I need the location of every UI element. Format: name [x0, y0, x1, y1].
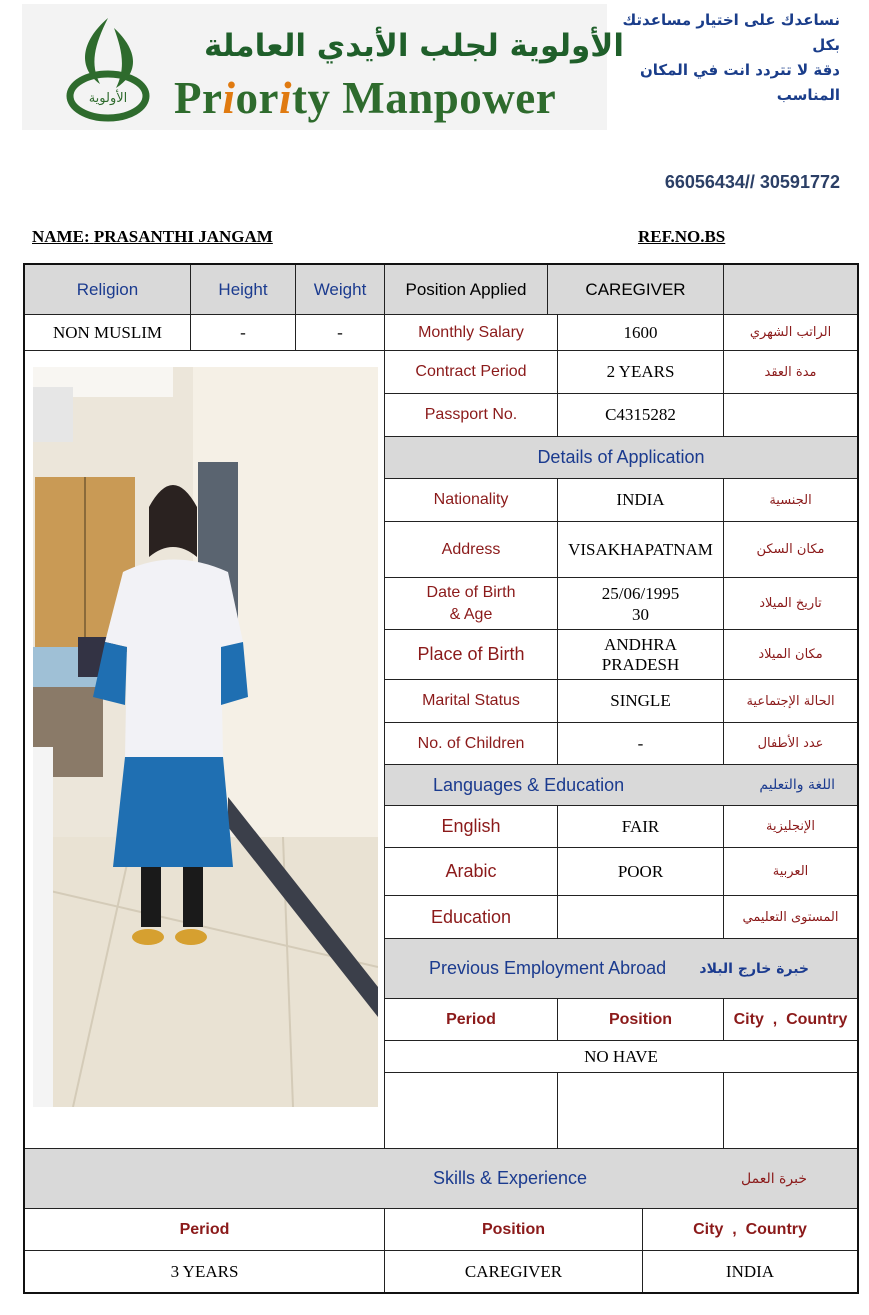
height-value: - — [191, 315, 296, 351]
phone-numbers: 66056434// 30591772 — [664, 172, 840, 192]
passport-label: Passport No. — [385, 394, 558, 437]
nationality-label: Nationality — [385, 479, 558, 522]
contract-arabic: مدة العقد — [724, 351, 857, 394]
address-arabic: مكان السكن — [724, 522, 857, 578]
religion-value: NON MUSLIM — [25, 315, 191, 351]
position-blank — [724, 265, 857, 315]
dob-label-line2: & Age — [449, 605, 493, 623]
pob-value-line1: ANDHRA — [604, 634, 677, 654]
marital-arabic: الحالة الإجتماعية — [724, 680, 857, 723]
prev-empty-city — [724, 1073, 857, 1149]
marital-value: SINGLE — [558, 680, 724, 723]
nationality-value: INDIA — [558, 479, 724, 522]
arabic-arabic: العربية — [724, 848, 857, 896]
passport-blank — [724, 394, 857, 437]
english-label: English — [385, 806, 558, 848]
languages-section-arabic: اللغة والتعليم — [759, 777, 835, 793]
dob-date: 25/06/1995 — [601, 583, 680, 603]
brand-name-arabic: الأولوية لجلب الأيدي العاملة — [203, 28, 624, 64]
brand-en-part-3: or — [235, 73, 279, 123]
children-arabic: عدد الأطفال — [724, 723, 857, 765]
education-label: Education — [385, 896, 558, 939]
prev-employment-title: Previous Employment Abroad — [429, 958, 667, 978]
arabic-value: POOR — [558, 848, 724, 896]
contract-value: 2 YEARS — [558, 351, 724, 394]
reference-number: REF.NO.BS — [638, 227, 726, 246]
children-value: - — [558, 723, 724, 765]
pob-label: Place of Birth — [385, 630, 558, 680]
pob-value-line2: PRADESH — [601, 654, 680, 674]
languages-section-title: Languages & Education — [433, 774, 625, 795]
brand-en-part-4: i — [278, 73, 292, 123]
position-applied-value: CAREGIVER — [548, 265, 724, 315]
tagline-line-2: دقة لا تتردد انت في المكان المناسب — [639, 61, 840, 104]
pob-arabic: مكان الميلاد — [724, 630, 857, 680]
prev-empty-period — [385, 1073, 558, 1149]
skills-row-period: 3 YEARS — [25, 1251, 385, 1292]
candidate-photo-frame — [25, 351, 385, 1149]
priority-logo-icon — [60, 12, 156, 124]
age-value: 30 — [632, 604, 649, 624]
candidate-name — [32, 227, 273, 247]
skills-section-header — [25, 1149, 857, 1209]
passport-value: C4315282 — [558, 394, 724, 437]
languages-section-header — [385, 765, 857, 806]
education-value — [558, 896, 724, 939]
position-applied-label: Position Applied — [385, 265, 548, 315]
prev-employment-header — [385, 939, 857, 999]
logo-text: الأولوية — [88, 91, 128, 106]
weight-header: Weight — [296, 265, 385, 315]
name-label: NAME: — [32, 227, 90, 246]
english-value: FAIR — [558, 806, 724, 848]
dob-value — [558, 578, 724, 630]
salary-value: 1600 — [558, 315, 724, 351]
dob-label — [385, 578, 558, 630]
children-label: No. of Children — [385, 723, 558, 765]
candidate-photo — [33, 367, 378, 1107]
brand-en-part-1: Pr — [174, 73, 223, 123]
arabic-label: Arabic — [385, 848, 558, 896]
letterhead — [0, 0, 869, 192]
contract-label: Contract Period — [385, 351, 558, 394]
skills-col-position: Position — [385, 1209, 643, 1251]
skills-section-arabic: خبرة العمل — [741, 1170, 807, 1187]
height-header: Height — [191, 265, 296, 315]
prev-employment-note: NO HAVE — [385, 1041, 857, 1073]
dob-label-line1: Date of Birth — [426, 583, 516, 601]
skills-row-position: CAREGIVER — [385, 1251, 643, 1292]
cv-table — [23, 263, 859, 1294]
marital-label: Marital Status — [385, 680, 558, 723]
details-section-title: Details of Application — [385, 437, 857, 479]
brand-name-english — [174, 72, 624, 124]
address-value: VISAKHAPATNAM — [558, 522, 724, 578]
english-arabic: الإنجليزية — [724, 806, 857, 848]
skills-col-city-country: City , Country — [643, 1209, 857, 1251]
religion-header: Religion — [25, 265, 191, 315]
address-label: Address — [385, 522, 558, 578]
weight-value: - — [296, 315, 385, 351]
tagline — [620, 8, 840, 108]
prev-col-period: Period — [385, 999, 558, 1041]
skills-section-title: Skills & Experience — [433, 1168, 588, 1188]
pob-value — [558, 630, 724, 680]
salary-arabic: الراتب الشهري — [724, 315, 857, 351]
skills-row-city: INDIA — [725, 1261, 775, 1281]
name-value: PRASANTHI JANGAM — [93, 227, 273, 246]
education-arabic: المستوى التعليمي — [724, 896, 857, 939]
brand-en-part-2: i — [222, 73, 236, 123]
brand-en-part-5: ty Manpower — [291, 73, 557, 123]
prev-employment-arabic: خبرة خارج البلاد — [699, 960, 809, 977]
nationality-arabic: الجنسية — [724, 479, 857, 522]
prev-col-city-country: City , Country — [724, 999, 857, 1041]
logo-banner — [22, 4, 624, 130]
dob-arabic: تاريخ الميلاد — [724, 578, 857, 630]
salary-label: Monthly Salary — [385, 315, 558, 351]
tagline-line-1: نساعدك على اختيار مساعدتك بكل — [622, 11, 840, 54]
prev-col-position: Position — [558, 999, 724, 1041]
prev-empty-position — [558, 1073, 724, 1149]
skills-col-period: Period — [25, 1209, 385, 1251]
